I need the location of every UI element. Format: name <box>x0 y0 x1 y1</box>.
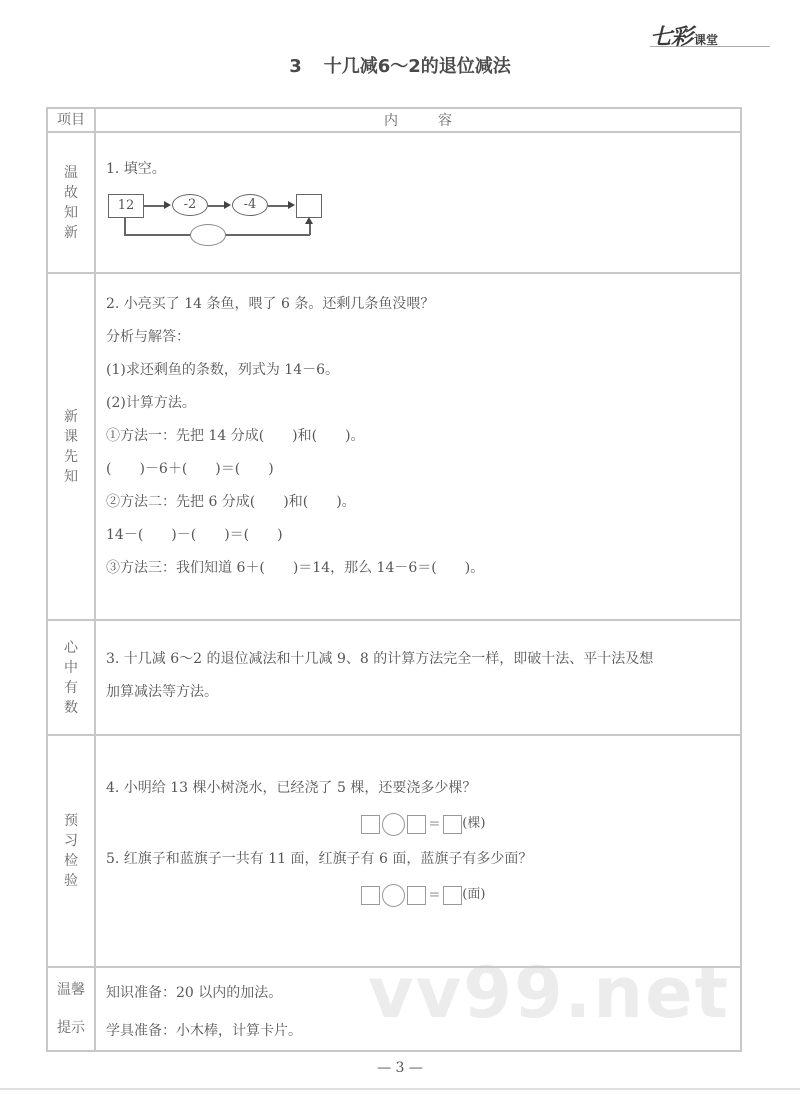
summary-line-2: 加算减法等方法。 <box>106 684 218 700</box>
summary-line-1: 3. 十几减 6～2 的退位减法和十几减 9、8 的计算方法完全一样，即破十法、平十法及想 <box>106 651 654 667</box>
operator-circle[interactable] <box>382 884 405 907</box>
operator-circle[interactable] <box>382 813 405 836</box>
section-label-new-lesson: 新 课 先 知 <box>47 273 95 620</box>
arrow-right-icon <box>224 201 231 209</box>
method-1[interactable]: ①方法一：先把 14 分成( )和( )。 <box>106 428 365 444</box>
page-number: — 3 — <box>377 1060 423 1076</box>
section-content-review <box>95 132 741 273</box>
question-2-text: 2. 小亮买了 14 条鱼，喂了 6 条。还剩几条鱼没喂？ <box>106 296 435 312</box>
unit-label: (棵) <box>462 816 486 831</box>
answer-box[interactable] <box>407 886 426 905</box>
section-label-review: 温 故 知 新 <box>47 132 95 273</box>
tip-materials: 学具准备：小木棒，计算卡片。 <box>106 1023 302 1039</box>
section-new-lesson <box>47 273 741 620</box>
section-summary <box>47 620 741 735</box>
logo-sub-text: 课堂 <box>694 33 719 47</box>
answer-box[interactable] <box>361 886 380 905</box>
section-content-summary <box>95 620 741 735</box>
step-2: (2)计算方法。 <box>106 395 196 411</box>
step-1: (1)求还剩鱼的条数，列式为 14－6。 <box>106 362 340 378</box>
flow-op2-oval: -4 <box>232 194 268 216</box>
flow-combined-oval[interactable] <box>190 224 226 246</box>
section-tips <box>47 967 741 1051</box>
equals-sign: = <box>428 887 441 903</box>
answer-box[interactable] <box>361 815 380 834</box>
flow-start-box: 12 <box>108 194 144 218</box>
lesson-title <box>0 52 800 78</box>
analysis-label: 分析与解答： <box>106 329 190 345</box>
header-content-column: 内容 <box>95 108 741 132</box>
publisher-logo <box>650 20 770 50</box>
flow-diagram <box>106 188 740 248</box>
question-5-answer <box>106 876 740 914</box>
question-4-answer <box>106 805 740 843</box>
answer-box[interactable] <box>443 815 462 834</box>
question-4-text: 4. 小明给 13 棵小树浇水，已经浇了 5 棵，还要浇多少棵？ <box>106 780 477 796</box>
flow-result-box[interactable] <box>296 194 322 218</box>
page-divider <box>0 1088 800 1090</box>
section-content-new-lesson <box>95 273 741 620</box>
lesson-number: 3 <box>289 56 302 77</box>
arrow-up-icon <box>305 217 313 224</box>
section-review <box>47 132 741 273</box>
flow-connector <box>124 218 126 235</box>
method-2[interactable]: ②方法二：先把 6 分成( )和( )。 <box>106 494 356 510</box>
tip-knowledge: 知识准备：20 以内的加法。 <box>106 985 283 1001</box>
section-content-preview-check <box>95 735 741 967</box>
section-label-preview-check: 预 习 检 验 <box>47 735 95 967</box>
question-1-prompt: 1. 填空。 <box>106 161 166 177</box>
arrow-right-icon <box>288 201 295 209</box>
arrow-right-icon <box>164 201 171 209</box>
flow-op1-oval: -2 <box>172 194 208 216</box>
question-5-text: 5. 红旗子和蓝旗子一共有 11 面，红旗子有 6 面，蓝旗子有多少面？ <box>106 851 533 867</box>
watermark: vv99.net <box>368 952 731 1034</box>
equals-sign: = <box>428 816 441 832</box>
lesson-title-text: 十几减6～2的退位减法 <box>323 56 511 77</box>
method-1-equation[interactable]: ( )－6＋( )＝( ) <box>106 461 274 477</box>
header-item-column: 项目 <box>47 108 95 132</box>
method-3[interactable]: ③方法三：我们知道 6＋( )＝14，那么 14－6＝( )。 <box>106 560 485 576</box>
section-preview-check <box>47 735 741 967</box>
table-header-row <box>47 108 741 132</box>
section-label-tips: 温馨 提示 <box>47 967 95 1051</box>
logo-main-text: 七彩 <box>650 25 693 50</box>
section-content-tips <box>95 967 741 1051</box>
answer-box[interactable] <box>407 815 426 834</box>
section-label-summary: 心 中 有 数 <box>47 620 95 735</box>
method-2-equation[interactable]: 14－( )－( )＝( ) <box>106 527 283 543</box>
worksheet-table <box>46 107 742 1052</box>
unit-label: (面) <box>462 887 486 902</box>
answer-box[interactable] <box>443 886 462 905</box>
